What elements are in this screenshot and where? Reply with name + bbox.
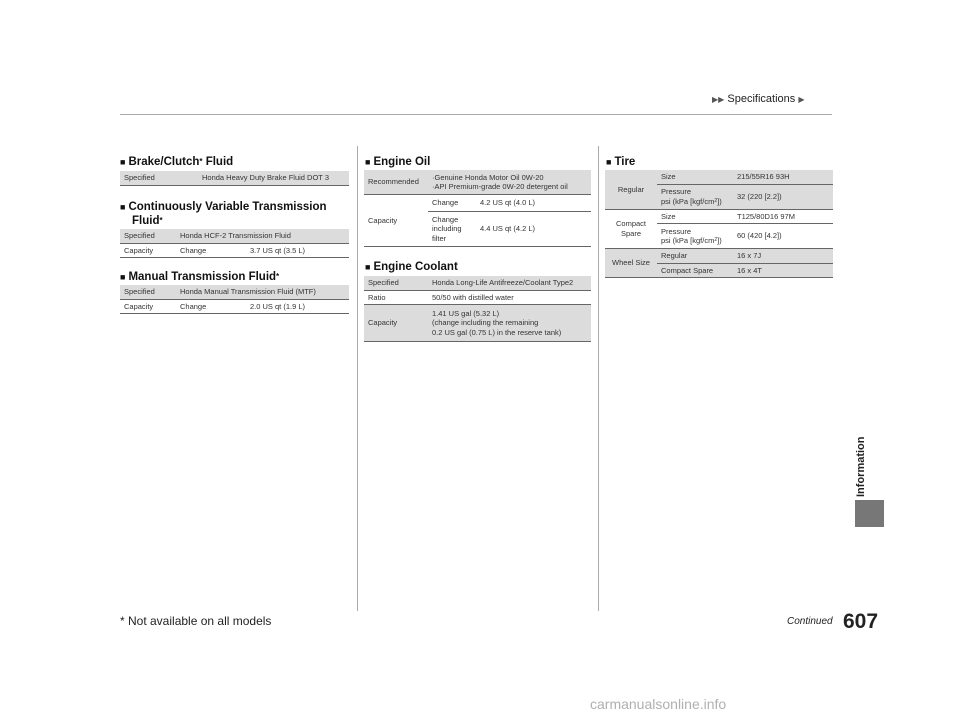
table-row: Pressure psi (kPa $[kgf/cm^2]$) 32 (220 [2.2]) (605, 184, 833, 209)
column-divider (598, 146, 599, 611)
table-row: Specified Honda Heavy Duty Brake Fluid DOT 3 (120, 171, 349, 185)
side-tab-marker (855, 500, 884, 527)
square-bullet-icon: ■ (365, 157, 371, 167)
cvt-fluid-title: ■ Continuously Variable Transmission Fluid* (120, 201, 327, 227)
table-row: Compact Spare Size T125/80D16 97M (605, 209, 833, 224)
table-row: Capacity Change 3.7 US qt (3.5 L) (120, 243, 349, 258)
table-row: Compact Spare 16 x 4T (605, 263, 833, 278)
table-row: Capacity 1.41 US gal (5.32 L) (change including the remaining 0.2 US gal (0.75 L) in the reserve tank) (364, 305, 591, 342)
column-divider (357, 146, 358, 611)
square-bullet-icon: ■ (120, 202, 126, 212)
square-bullet-icon: ■ (606, 157, 612, 167)
triangle-right-icon: ▶▶ (712, 95, 725, 104)
side-tab-label: Information (855, 436, 867, 497)
engine-oil-title: ■ Engine Oil (365, 156, 431, 168)
table-row: Capacity Change 2.0 US qt (1.9 L) (120, 299, 349, 314)
mtf-table (120, 285, 349, 314)
table-row: Specified Honda Manual Transmission Fluid (MTF) (120, 285, 349, 299)
tire-title: ■ Tire (606, 156, 636, 168)
watermark: carmanualsonline.info (590, 696, 727, 712)
table-row: Regular Size 215/55R16 93H (605, 170, 833, 184)
breadcrumb (712, 93, 804, 105)
header-rule (120, 114, 832, 115)
engine-oil-table (364, 170, 591, 247)
footnote: * Not available on all models (120, 614, 272, 628)
table-row: Specified Honda Long-Life Antifreeze/Coolant Type2 (364, 276, 591, 290)
mtf-title: ■ Manual Transmission Fluid* (120, 271, 280, 283)
page-number: 607 (843, 610, 879, 633)
tire-table (605, 170, 833, 278)
table-row: Pressure psi (kPa $[kgf/cm^2]$) 60 (420 [4.2]) (605, 224, 833, 249)
brake-fluid-table (120, 171, 349, 186)
square-bullet-icon: ■ (120, 272, 126, 282)
table-row: Change including filter 4.4 US qt (4.2 L) (364, 212, 591, 247)
table-row: Specified Honda HCF-2 Transmission Fluid (120, 229, 349, 243)
continued-label: Continued (787, 616, 833, 627)
square-bullet-icon: ■ (365, 262, 371, 272)
triangle-right-icon: ▶ (798, 95, 805, 104)
table-row: Wheel Size Regular 16 x 7J (605, 249, 833, 264)
engine-coolant-title: ■ Engine Coolant (365, 261, 458, 273)
table-row: Recommended ·Genuine Honda Motor Oil 0W-20 ·API Premium-grade 0W-20 detergent oil (364, 170, 591, 195)
table-row: Ratio 50/50 with distilled water (364, 290, 591, 305)
table-row: Capacity Change 4.2 US qt (4.0 L) (364, 195, 591, 212)
engine-coolant-table (364, 276, 591, 342)
square-bullet-icon: ■ (120, 157, 126, 167)
cvt-fluid-table (120, 229, 349, 258)
brake-fluid-title: ■ Brake/Clutch* Fluid (120, 156, 234, 168)
breadcrumb-label: Specifications (727, 93, 796, 105)
